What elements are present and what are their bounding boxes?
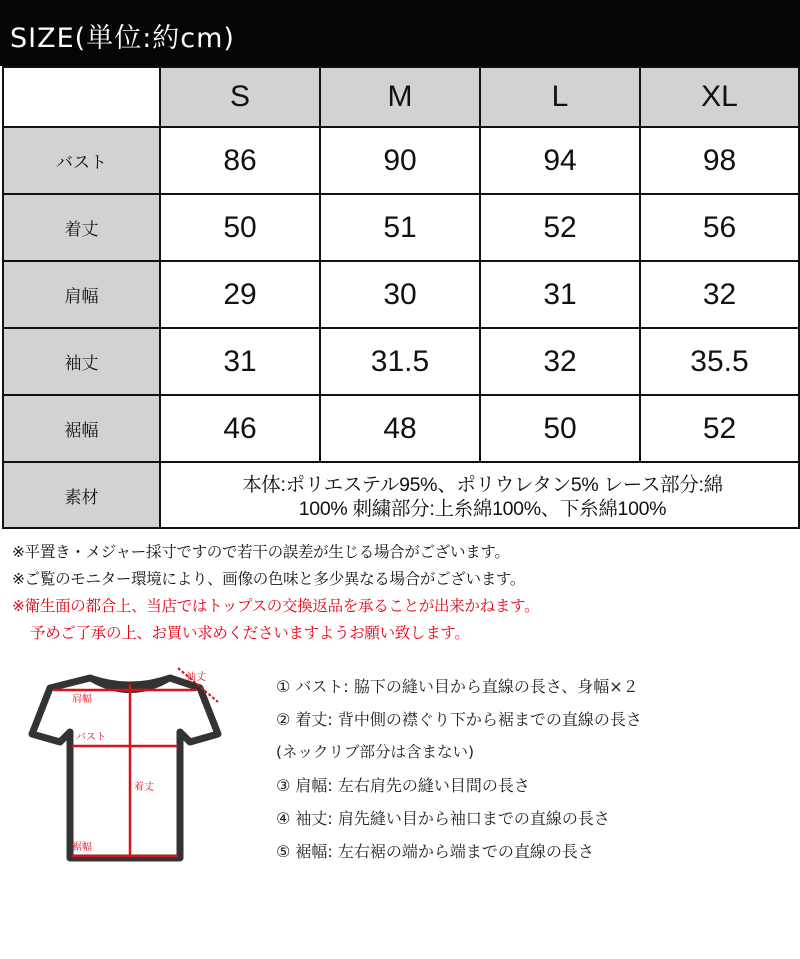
tshirt-illustration [20, 662, 240, 872]
table-cell: 98 [640, 127, 799, 194]
table-cell: 31.5 [320, 328, 480, 395]
row-label: 袖丈 [3, 328, 160, 395]
table-cell: 90 [320, 127, 480, 194]
material-line: 本体:ポリエステル95%、ポリウレタン5% レース部分:綿 [242, 474, 723, 496]
diagram-label-sleeve: 袖丈 [186, 672, 206, 683]
row-label: 肩幅 [3, 261, 160, 328]
table-cell: 30 [320, 261, 480, 328]
row-label: 裾幅 [3, 395, 160, 462]
table-cell: 48 [320, 395, 480, 462]
table-cell: 31 [160, 328, 320, 395]
legend-item: ① バスト: 脇下の縫い目から直線の長さ、身幅×２ [276, 677, 639, 696]
measurement-legend [276, 670, 642, 868]
table-cell: 50 [480, 395, 640, 462]
note-text: ※ご覧のモニター環境により、画像の色味と多少異なる場合がございます。 [12, 570, 526, 588]
table-cell: 52 [640, 395, 799, 462]
table-row [3, 261, 799, 328]
table-header-row [3, 67, 799, 127]
warning-note: 予めご了承の上、お買い求めくださいますようお願い致します。 [30, 624, 470, 642]
note-text: ※平置き・メジャー採寸ですので若干の誤差が生じる場合がございます。 [12, 543, 510, 561]
material-line: 100% 刺繍部分:上糸綿100%、下糸綿100% [298, 498, 667, 520]
row-label: バスト [3, 127, 160, 194]
tshirt-outline [32, 678, 218, 858]
legend-item: ② 着丈: 背中側の襟ぐり下から裾までの直線の長さ [276, 710, 642, 729]
legend-item: ⑤ 裾幅: 左右裾の端から端までの直線の長さ [276, 842, 594, 861]
table-corner-cell [3, 67, 160, 127]
table-row [3, 395, 799, 462]
material-text [160, 462, 799, 528]
size-header-s: S [160, 67, 320, 127]
table-cell: 50 [160, 194, 320, 261]
table-cell: 31 [480, 261, 640, 328]
table-cell: 46 [160, 395, 320, 462]
size-header-m: M [320, 67, 480, 127]
legend-item: ④ 袖丈: 肩先縫い目から袖口までの直線の長さ [276, 809, 610, 828]
size-header-xl: XL [640, 67, 799, 127]
table-cell: 29 [160, 261, 320, 328]
table-cell: 56 [640, 194, 799, 261]
table-row [3, 328, 799, 395]
table-cell: 86 [160, 127, 320, 194]
table-row [3, 194, 799, 261]
diagram-label-shoulder: 肩幅 [72, 694, 92, 705]
table-cell: 32 [640, 261, 799, 328]
diagram-label-hem: 裾幅 [72, 842, 92, 853]
row-label: 着丈 [3, 194, 160, 261]
size-header-l: L [480, 67, 640, 127]
table-row [3, 127, 799, 194]
diagram-label-bust: バスト [76, 732, 106, 743]
warning-note: ※衛生面の都合上、当店ではトップスの交換返品を承ることが出来かねます。 [12, 597, 540, 615]
table-cell: 35.5 [640, 328, 799, 395]
table-cell: 52 [480, 194, 640, 261]
material-row [3, 462, 799, 528]
notes-block [12, 539, 539, 647]
table-cell: 51 [320, 194, 480, 261]
legend-item: (ネックリブ部分は含まない) [276, 743, 475, 761]
material-label: 素材 [3, 462, 160, 528]
table-cell: 32 [480, 328, 640, 395]
size-title: SIZE(単位:約cm) [0, 0, 800, 66]
tshirt-diagram [20, 662, 240, 872]
diagram-label-length: 着丈 [134, 782, 154, 793]
table-cell: 94 [480, 127, 640, 194]
size-table [2, 66, 800, 529]
legend-item: ③ 肩幅: 左右肩先の縫い目間の長さ [276, 776, 530, 795]
